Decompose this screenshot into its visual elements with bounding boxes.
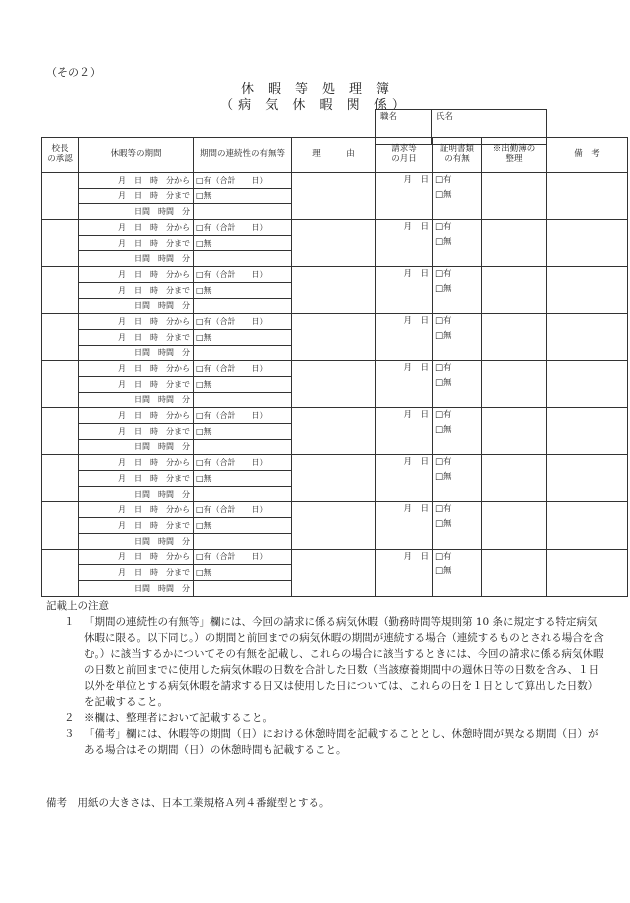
attendance-book-cell[interactable]	[482, 455, 547, 502]
request-date-cell[interactable]: 月 日	[376, 408, 433, 455]
form-number: （その２）	[46, 66, 101, 79]
header-approval: 校長 の承認	[42, 138, 79, 173]
period-days[interactable]: 日間 時間 分	[79, 392, 194, 408]
certificate-no[interactable]: □無	[435, 283, 452, 294]
approval-cell[interactable]	[42, 361, 79, 408]
header-continuity: 期間の連続性の有無等	[194, 138, 292, 173]
continuity-yes[interactable]: □有（合計 日）	[194, 549, 292, 565]
attendance-book-cell[interactable]	[482, 173, 547, 220]
reason-cell[interactable]	[292, 314, 376, 361]
continuity-blank[interactable]	[194, 580, 292, 596]
continuity-no[interactable]: □無	[194, 235, 292, 251]
certificate-cell[interactable]	[433, 502, 482, 549]
form-subtitle: （病 気 休 暇 関 係）	[220, 98, 410, 113]
approval-cell[interactable]	[42, 455, 79, 502]
note-number: ３	[64, 728, 75, 740]
notes-section	[46, 598, 606, 758]
request-date-cell[interactable]: 月 日	[376, 361, 433, 408]
period-to[interactable]: 月 日 時 分まで	[79, 188, 194, 204]
request-date-cell[interactable]: 月 日	[376, 502, 433, 549]
continuity-yes[interactable]: □有（合計 日）	[194, 267, 292, 283]
continuity-yes[interactable]: □有（合計 日）	[194, 455, 292, 471]
certificate-yes[interactable]: □有	[435, 222, 452, 233]
table-row	[42, 455, 628, 471]
certificate-yes[interactable]: □有	[435, 316, 452, 327]
attendance-book-cell[interactable]	[482, 314, 547, 361]
period-to[interactable]: 月 日 時 分まで	[79, 235, 194, 251]
remarks-cell[interactable]	[547, 314, 628, 361]
continuity-no[interactable]: □無	[194, 518, 292, 534]
certificate-cell[interactable]	[433, 549, 482, 596]
footer-remark: 備考 用紙の大きさは、日本工業規格Ａ列４番縦型とする。	[46, 797, 330, 809]
form-title: 休暇等処理簿	[240, 82, 403, 97]
certificate-cell[interactable]	[433, 173, 482, 220]
approval-cell[interactable]	[42, 408, 79, 455]
reason-cell[interactable]	[292, 408, 376, 455]
reason-cell[interactable]	[292, 220, 376, 267]
period-to[interactable]: 月 日 時 分まで	[79, 424, 194, 440]
period-from[interactable]: 月 日 時 分から	[79, 549, 194, 565]
continuity-no[interactable]: □無	[194, 471, 292, 487]
remarks-cell[interactable]	[547, 549, 628, 596]
period-to[interactable]: 月 日 時 分まで	[79, 282, 194, 298]
approval-cell[interactable]	[42, 549, 79, 596]
certificate-yes[interactable]: □有	[435, 551, 452, 562]
continuity-no[interactable]: □無	[194, 282, 292, 298]
period-days[interactable]: 日間 時間 分	[79, 251, 194, 267]
continuity-blank[interactable]	[194, 533, 292, 549]
certificate-cell[interactable]	[433, 361, 482, 408]
approval-cell[interactable]	[42, 314, 79, 361]
certificate-yes[interactable]: □有	[435, 175, 452, 185]
continuity-yes[interactable]: □有（合計 日）	[194, 314, 292, 330]
period-days[interactable]: 日間 時間 分	[79, 204, 194, 220]
period-days[interactable]: 日間 時間 分	[79, 533, 194, 549]
certificate-no[interactable]: □無	[435, 189, 452, 200]
leave-record-table	[41, 137, 628, 597]
period-days[interactable]: 日間 時間 分	[79, 298, 194, 314]
remarks-cell[interactable]	[547, 455, 628, 502]
note-number: ２	[64, 712, 75, 724]
approval-cell[interactable]	[42, 502, 79, 549]
continuity-no[interactable]: □無	[194, 329, 292, 345]
attendance-book-cell[interactable]	[482, 267, 547, 314]
request-date-cell[interactable]: 月 日	[376, 173, 433, 220]
table-header-row	[42, 138, 628, 173]
remarks-cell[interactable]	[547, 502, 628, 549]
continuity-blank[interactable]	[194, 392, 292, 408]
request-date-cell[interactable]: 月 日	[376, 314, 433, 361]
certificate-cell[interactable]	[433, 408, 482, 455]
continuity-blank[interactable]	[194, 251, 292, 267]
table-row	[42, 220, 628, 236]
certificate-no[interactable]: □無	[435, 566, 452, 577]
request-date-cell[interactable]: 月 日	[376, 455, 433, 502]
approval-cell[interactable]	[42, 267, 79, 314]
remarks-cell[interactable]	[547, 173, 628, 220]
certificate-cell[interactable]	[433, 455, 482, 502]
period-from[interactable]: 月 日 時 分から	[79, 173, 194, 189]
period-days[interactable]: 日間 時間 分	[79, 439, 194, 455]
approval-cell[interactable]	[42, 220, 79, 267]
remarks-cell[interactable]	[547, 220, 628, 267]
period-days[interactable]: 日間 時間 分	[79, 580, 194, 596]
attendance-book-cell[interactable]	[482, 361, 547, 408]
certificate-yes[interactable]: □有	[435, 410, 452, 421]
header-period: 休暇等の期間	[79, 138, 194, 173]
certificate-no[interactable]: □無	[435, 472, 452, 483]
continuity-blank[interactable]	[194, 204, 292, 220]
note-text: 「備考」欄には、休暇等の期間（日）における休憩時間を記載することとし、休憩時間が異なる期間（日）がある場合はその期間（日）の休憩時間も記載すること。	[84, 728, 599, 756]
period-from[interactable]: 月 日 時 分から	[79, 220, 194, 236]
attendance-book-cell[interactable]	[482, 408, 547, 455]
attendance-book-cell[interactable]	[482, 549, 547, 596]
name-label: 氏名	[436, 112, 454, 122]
period-to[interactable]: 月 日 時 分まで	[79, 518, 194, 534]
note-number: １	[64, 616, 75, 628]
continuity-yes[interactable]: □有（合計 日）	[194, 408, 292, 424]
period-to[interactable]: 月 日 時 分まで	[79, 565, 194, 581]
note-item	[46, 710, 606, 726]
period-days[interactable]: 日間 時間 分	[79, 345, 194, 361]
notes-heading: 記載上の注意	[46, 600, 109, 612]
period-from[interactable]: 月 日 時 分から	[79, 408, 194, 424]
table-row	[42, 408, 628, 424]
header-attendance-book: ※出勤簿の 整理	[482, 138, 547, 173]
continuity-no[interactable]: □無	[194, 424, 292, 440]
certificate-no[interactable]: □無	[435, 425, 452, 435]
continuity-blank[interactable]	[194, 345, 292, 361]
continuity-yes[interactable]: □有（合計 日）	[194, 502, 292, 518]
period-from[interactable]: 月 日 時 分から	[79, 361, 194, 377]
reason-cell[interactable]	[292, 361, 376, 408]
note-text: ※欄は、整理者において記載すること。	[84, 712, 273, 724]
header-remarks: 備 考	[547, 138, 628, 173]
period-to[interactable]: 月 日 時 分まで	[79, 471, 194, 487]
post-label: 職名	[380, 112, 398, 122]
period-from[interactable]: 月 日 時 分から	[79, 502, 194, 518]
continuity-no[interactable]: □無	[194, 188, 292, 204]
certificate-yes[interactable]: □有	[435, 269, 452, 280]
table-row	[42, 267, 628, 283]
note-text: 「期間の連続性の有無等」欄には、今回の請求に係る病気休暇（勤務時間等規則第 10 条に規定する特定病気休暇に限る。以下同じ。）の期間と前回までの病気休暇の期間が連続する場合（連続するものとされる場合を含む。）に該当するかについてその有無を記載し、これらの場合に該当するときには、今回の請求に係る病気休暇の日数と前回までに使用した病気休暇の日数を合計した日数（当該療養期間中の週休日等の日数を含み、１日以外を単位とする病気休暇を請求する日又は使用した日については、これらの日を１日として算出した日数）を記載すること。	[84, 616, 604, 708]
header-reason: 理 由	[292, 138, 376, 173]
certificate-yes[interactable]: □有	[435, 457, 452, 468]
table-row	[42, 173, 628, 189]
note-item	[46, 726, 606, 758]
continuity-blank[interactable]	[194, 439, 292, 455]
certificate-cell[interactable]	[433, 267, 482, 314]
reason-cell[interactable]	[292, 455, 376, 502]
period-from[interactable]: 月 日 時 分から	[79, 267, 194, 283]
reason-cell[interactable]	[292, 267, 376, 314]
certificate-cell[interactable]	[433, 220, 482, 267]
attendance-book-cell[interactable]	[482, 220, 547, 267]
certificate-yes[interactable]: □有	[435, 363, 452, 374]
note-item	[46, 614, 606, 710]
certificate-no[interactable]: □無	[435, 519, 452, 530]
continuity-yes[interactable]: □有（合計 日）	[194, 361, 292, 377]
certificate-yes[interactable]: □有	[435, 504, 452, 515]
reason-cell[interactable]	[292, 502, 376, 549]
table-row	[42, 314, 628, 330]
table-row	[42, 502, 628, 518]
continuity-no[interactable]: □無	[194, 376, 292, 392]
approval-cell[interactable]	[42, 173, 79, 220]
reason-cell[interactable]	[292, 173, 376, 220]
period-to[interactable]: 月 日 時 分まで	[79, 329, 194, 345]
period-to[interactable]: 月 日 時 分まで	[79, 376, 194, 392]
request-date-cell[interactable]: 月 日	[376, 549, 433, 596]
period-from[interactable]: 月 日 時 分から	[79, 314, 194, 330]
request-date-cell[interactable]: 月 日	[376, 220, 433, 267]
table-row	[42, 361, 628, 377]
remarks-cell[interactable]	[547, 408, 628, 455]
certificate-no[interactable]: □無	[435, 236, 452, 247]
continuity-yes[interactable]: □有（合計 日）	[194, 220, 292, 236]
continuity-yes[interactable]: □有（合計 日）	[194, 173, 292, 189]
reason-cell[interactable]	[292, 549, 376, 596]
remarks-cell[interactable]	[547, 267, 628, 314]
continuity-blank[interactable]	[194, 486, 292, 502]
certificate-cell[interactable]	[433, 314, 482, 361]
certificate-no[interactable]: □無	[435, 377, 452, 388]
continuity-blank[interactable]	[194, 298, 292, 314]
request-date-cell[interactable]: 月 日	[376, 267, 433, 314]
remarks-cell[interactable]	[547, 361, 628, 408]
continuity-no[interactable]: □無	[194, 565, 292, 581]
header-certificate: 証明書類 の有無	[433, 138, 482, 173]
attendance-book-cell[interactable]	[482, 502, 547, 549]
certificate-no[interactable]: □無	[435, 330, 452, 341]
table-row	[42, 549, 628, 565]
header-request-date: 請求等 の月日	[376, 138, 433, 173]
period-days[interactable]: 日間 時間 分	[79, 486, 194, 502]
period-from[interactable]: 月 日 時 分から	[79, 455, 194, 471]
